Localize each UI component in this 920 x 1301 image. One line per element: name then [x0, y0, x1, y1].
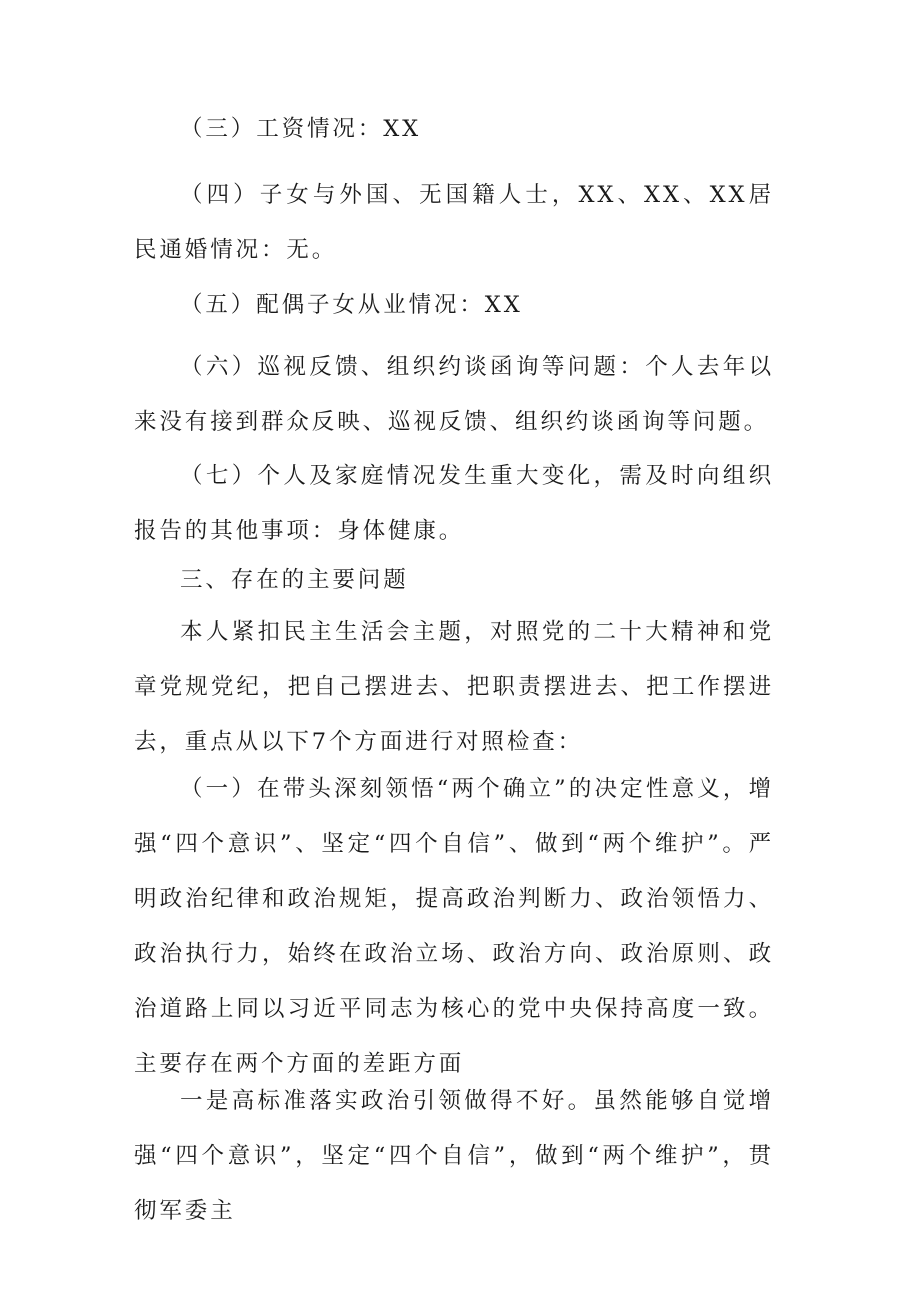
paragraph-spouse-employment: （五）配偶子女从业情况：XX [180, 292, 523, 318]
section-heading-main-problems: 三、存在的主要问题 [180, 567, 409, 593]
paragraph-children-marriage: （四）子女与外国、无国籍人士，XX、XX、XX居民通婚情况：无。 [134, 182, 774, 263]
paragraph-family-changes: （七）个人及家庭情况发生重大变化，需及时向组织报告的其他事项：身体健康。 [134, 463, 774, 544]
paragraph-salary: （三）工资情况：XX [180, 116, 422, 142]
paragraph-intro: 本人紧扣民主生活会主题，对照党的二十大精神和党章党规党纪，把自己摆进去、把职责摆进去、把工作摆进去，重点从以下7个方面进行对照检查： [134, 619, 774, 755]
paragraph-item-one: （一）在带头深刻领悟“两个确立”的决定性意义，增强“四个意识”、坚定“四个自信”、做到“两个维护”。严明政治纪律和政治规矩，提高政治判断力、政治领悟力、政治执行力，始终在政治立场、政治方向、政治原则、政治道路上同以习近平同志为核心的党中央保持高度一致。主要存在两个方面的差距方面 [134, 776, 774, 1077]
paragraph-inspection-feedback: （六）巡视反馈、组织约谈函询等问题：个人去年以来没有接到群众反映、巡视反馈、组织约谈函询等问题。 [134, 354, 774, 435]
paragraph-point-one: 一是高标准落实政治引领做得不好。虽然能够自觉增强“四个意识”，坚定“四个自信”，做到“两个维护”，贯彻军委主 [134, 1088, 774, 1224]
